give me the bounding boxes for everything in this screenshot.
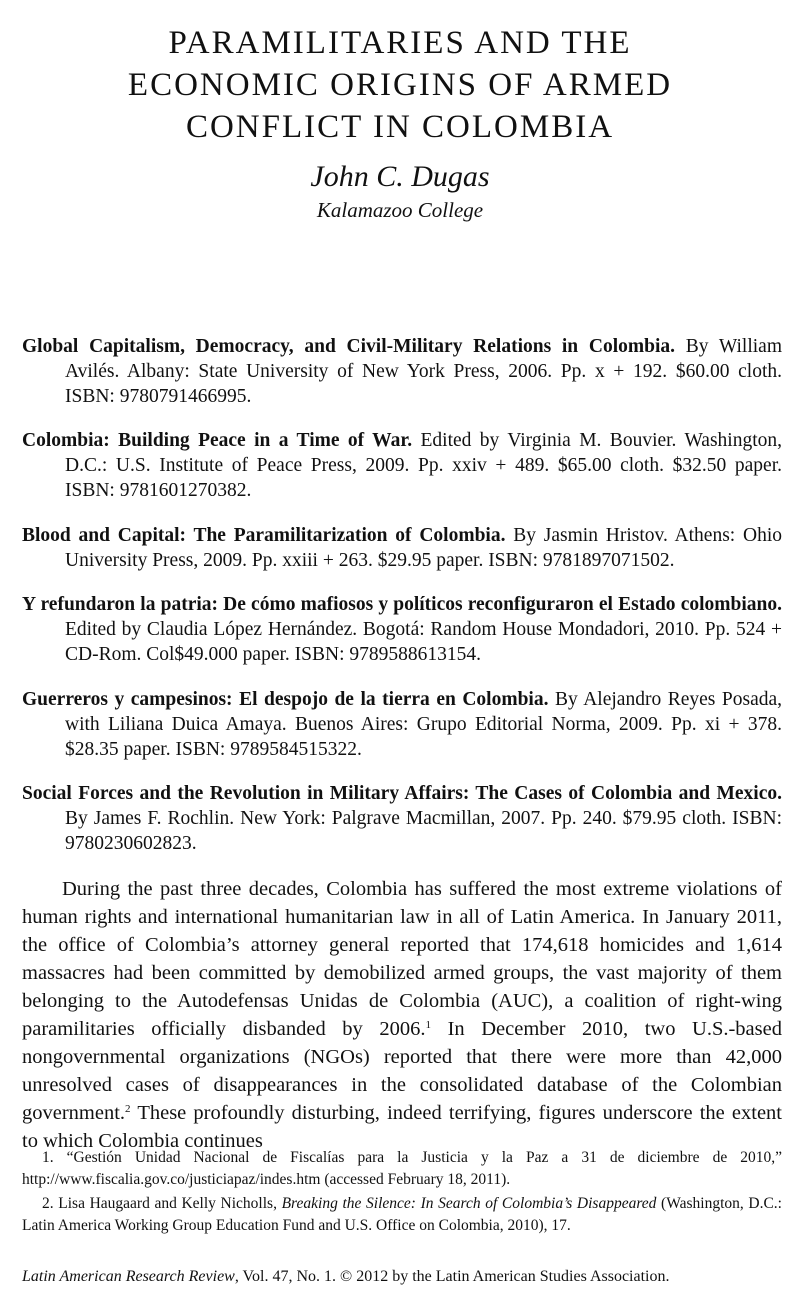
footnote-2 <box>22 1193 782 1237</box>
footnote-text: 2. Lisa Haugaard and Kelly Nicholls, <box>42 1195 282 1212</box>
book-entry <box>22 592 782 667</box>
footnote-ref[interactable]: 1 <box>425 1018 431 1031</box>
book-details: Edited by Virginia M. Bouvier. Washington, D.C.: U.S. Institute of Peace Press, 2009. Pp. xxiv + 489. $65.00 cloth. $32.50 paper. ISBN: 9781601270382. <box>65 430 783 501</box>
journal-citation <box>22 1268 782 1286</box>
book-details: By Alejandro Reyes Posada, with Liliana Duica Amaya. Buenos Aires: Grupo Editorial Norma, 2009. Pp. xi + 378. $28.35 paper. ISBN: 9789584515322. <box>65 688 783 760</box>
footnote-1: 1. “Gestión Unidad Nacional de Fiscalías para la Justicia y la Paz a 31 de diciembre de 2010,” http://www.fiscalia.gov.co/justiciapaz/indes.htm (accessed February 18, 2011). <box>22 1149 782 1188</box>
footnote-cited-title: Breaking the Silence: In Search of Colombia’s Disappeared <box>281 1195 657 1212</box>
book-entry <box>22 428 782 503</box>
book-details: By William Avilés. Albany: State University of New York Press, 2006. Pp. x + 192. $60.00 cloth. ISBN: 9780791466995. <box>65 335 782 407</box>
book-entry <box>22 687 782 762</box>
body-text-segment: During the past three decades, Colombia has suffered the most extreme violations of human rights and international humanitarian law in all of Latin America. In January 2011, the office of Colombia’s attorney general reported that 174,618 homicides and 1,614 massacres had been committed by demobilized armed groups, the vast majority of them belonging to the Autodefensas Unidas de Colombia (AUC), a coalition of right-wing paramilitaries officially disbanded by 2006. <box>22 877 782 1040</box>
book-entry <box>22 523 782 573</box>
article-title <box>60 22 740 148</box>
body-text-segment: In December 2010, two U.S.-based nongovernmental organizations (NGOs) reported that there were more than 42,000 unresolved cases of disappearances in the consolidated database of the Colombian government. <box>22 1017 782 1124</box>
reviewed-books-list <box>22 314 782 861</box>
title-line: PARAMILITARIES AND THE <box>168 25 632 62</box>
book-title: Social Forces and the Revolution in Military Affairs: The Cases of Colombia and Mexico. <box>22 783 782 804</box>
book-title: Blood and Capital: The Paramilitarization of Colombia. <box>22 524 506 546</box>
book-details: By James F. Rochlin. New York: Palgrave Macmillan, 2007. Pp. 240. $79.95 cloth. ISBN: 9780230602823. <box>65 808 782 854</box>
footnotes <box>22 1147 782 1239</box>
journal-name: Latin American Research Review <box>22 1268 235 1285</box>
book-details: By Jasmin Hristov. Athens: Ohio University Press, 2009. Pp. xxiii + 263. $29.95 paper. ISBN: 9781897071502. <box>65 524 782 571</box>
book-title: Global Capitalism, Democracy, and Civil-Military Relations in Colombia. <box>22 335 676 357</box>
title-line: CONFLICT IN COLOMBIA <box>185 109 615 146</box>
footnote-ref[interactable]: 2 <box>125 1102 131 1115</box>
journal-issue: , Vol. 47, No. 1. © 2012 by the Latin American Studies Association. <box>234 1268 670 1285</box>
footnote-text: (Washington, D.C.: Latin America Working Group Education Fund and U.S. Office on Colombia, 2010), 17. <box>22 1195 782 1234</box>
book-entry <box>22 334 782 409</box>
book-entry <box>22 781 782 856</box>
book-title: Guerreros y campesinos: El despojo de la tierra en Colombia. <box>22 688 549 710</box>
book-title: Y refundaron la patria: De cómo mafiosos y políticos reconfiguraron el Estado colombiano. <box>22 594 782 615</box>
book-details: Edited by Claudia López Hernández. Bogotá: Random House Mondadori, 2010. Pp. 524 + CD-Rom. Col$49.000 paper. ISBN: 9789588613154. <box>65 619 782 665</box>
body-text-segment: These profoundly disturbing, indeed terrifying, figures underscore the extent to which Colombia continues <box>22 1101 782 1152</box>
body-paragraph <box>22 875 782 1155</box>
book-title: Colombia: Building Peace in a Time of War. <box>22 430 413 451</box>
title-line: ECONOMIC ORIGINS OF ARMED <box>127 67 673 104</box>
author-name: John C. Dugas <box>310 160 490 193</box>
author-affiliation: Kalamazoo College <box>316 198 484 222</box>
